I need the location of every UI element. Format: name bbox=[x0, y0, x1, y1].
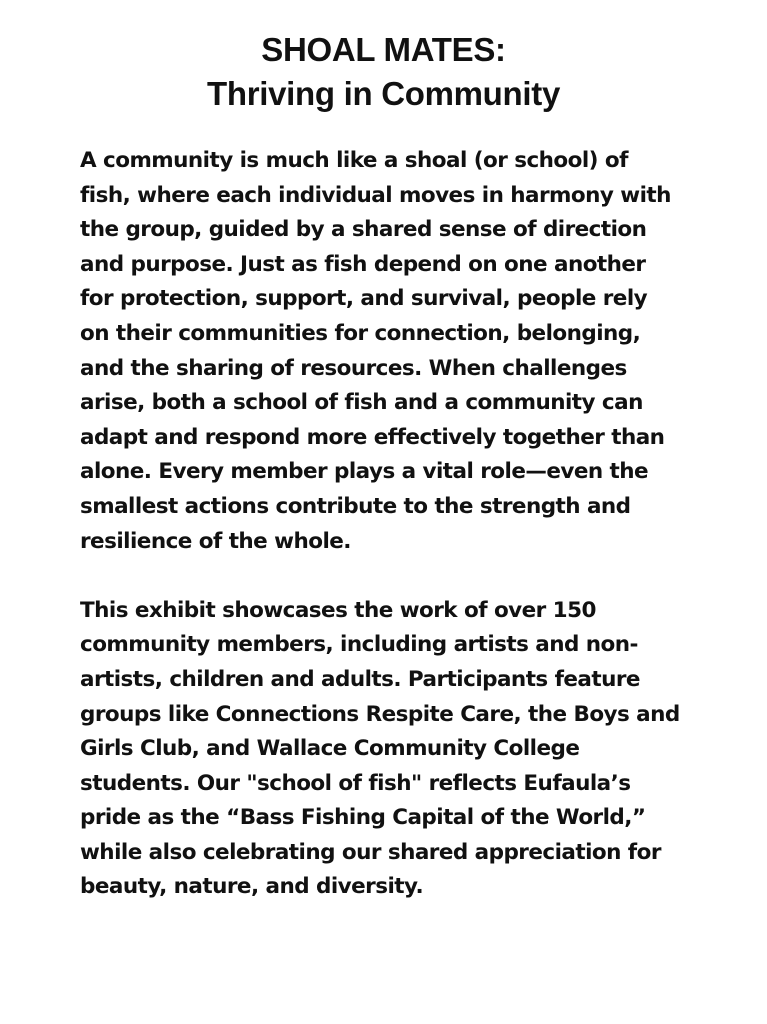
paragraph-exhibit: This exhibit showcases the work of over 150 community members, including artists and non-artists, children and adults. Participants feature groups like Connections Respite Care, the Boys and Girls Club, and Wallace Community College students. Our "school of fish" reflects Eufaula’s pride as the “Bass Fishing Capital of the World,” while also celebrating our shared appreciation for beauty, nature, and diversity. bbox=[80, 597, 680, 900]
page-title bbox=[0, 28, 767, 116]
body-text bbox=[80, 144, 680, 905]
paragraph-community: A community is much like a shoal (or school) of fish, where each individual moves in harmony with the group, guided by a shared sense of direction and purpose. Just as fish depend on one another for protection, support, and survival, people rely on their communities for connection, belonging, and the sharing of resources. When challenges arise, both a school of fish and a community can adapt and respond more effectively together than alone. Every member plays a vital role—even the smallest actions contribute to the strength and resilience of the whole. bbox=[80, 148, 671, 554]
title-line-2: Thriving in Community bbox=[206, 75, 561, 112]
title-line-1: SHOAL MATES: bbox=[261, 31, 506, 68]
